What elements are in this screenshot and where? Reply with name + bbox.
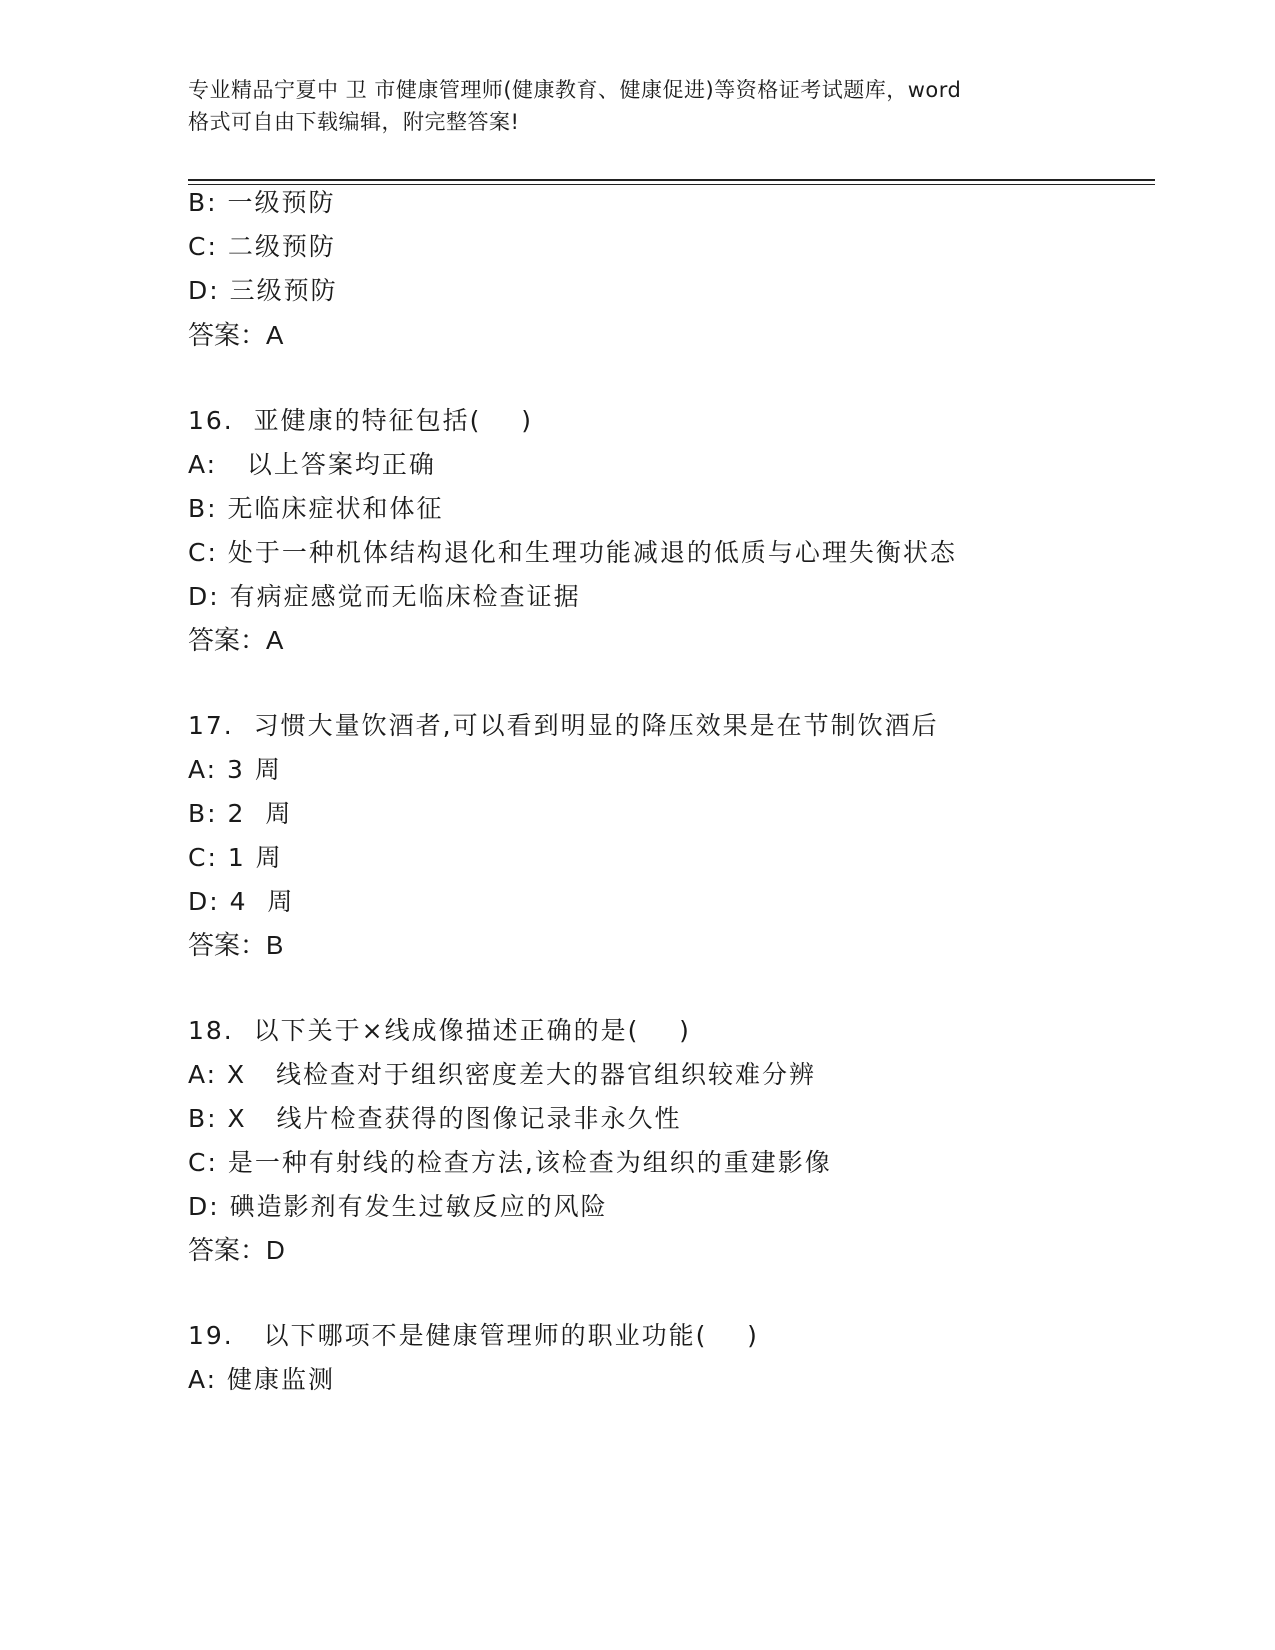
q17-option-c: C: 1 周 — [188, 843, 283, 872]
q16-option-d: D: 有病症感觉而无临床检查证据 — [188, 582, 581, 611]
q16-option-a: A: 以上答案均正确 — [188, 450, 436, 479]
q19-question: 19. 以下哪项不是健康管理师的职业功能( ) — [188, 1321, 759, 1350]
q18-option-d: D: 碘造影剂有发生过敏反应的风险 — [188, 1192, 608, 1221]
q17-answer: 答案：B — [188, 930, 284, 960]
q15-option-d: D: 三级预防 — [188, 276, 338, 305]
q18-question: 18. 以下关于×线成像描述正确的是( ) — [188, 1016, 691, 1045]
header-line-1: 专业精品宁夏中 卫 市健康管理师(健康教育、健康促进)等资格证考试题库，word — [188, 78, 962, 102]
header-divider-thin — [188, 184, 1155, 185]
header-divider-thick — [188, 179, 1155, 181]
q18-answer: 答案：D — [188, 1235, 285, 1265]
page-header — [188, 74, 1088, 138]
q16-answer: 答案：A — [188, 625, 284, 655]
q17-question: 17. 习惯大量饮酒者,可以看到明显的降压效果是在节制饮酒后 — [188, 711, 939, 740]
q16-option-b: B: 无临床症状和体征 — [188, 494, 444, 523]
q16-option-c: C: 处于一种机体结构退化和生理功能减退的低质与心理失衡状态 — [188, 538, 957, 567]
q19-option-a: A: 健康监测 — [188, 1365, 336, 1394]
header-line-2: 格式可自由下载编辑，附完整答案! — [188, 110, 520, 134]
q17-option-d: D: 4 周 — [188, 887, 295, 916]
q17-option-a: A: 3 周 — [188, 755, 282, 784]
q18-option-c: C: 是一种有射线的检查方法,该检查为组织的重建影像 — [188, 1148, 832, 1177]
q15-option-c: C: 二级预防 — [188, 232, 336, 261]
q17-option-b: B: 2 周 — [188, 799, 293, 828]
q18-option-b: B: X 线片检查获得的图像记录非永久性 — [188, 1104, 682, 1133]
q15-option-b: B: 一级预防 — [188, 188, 336, 217]
q18-option-a: A: X 线检查对于组织密度差大的器官组织较难分辨 — [188, 1060, 817, 1089]
q16-question: 16. 亚健康的特征包括( ) — [188, 406, 533, 435]
q15-answer: 答案：A — [188, 320, 284, 350]
